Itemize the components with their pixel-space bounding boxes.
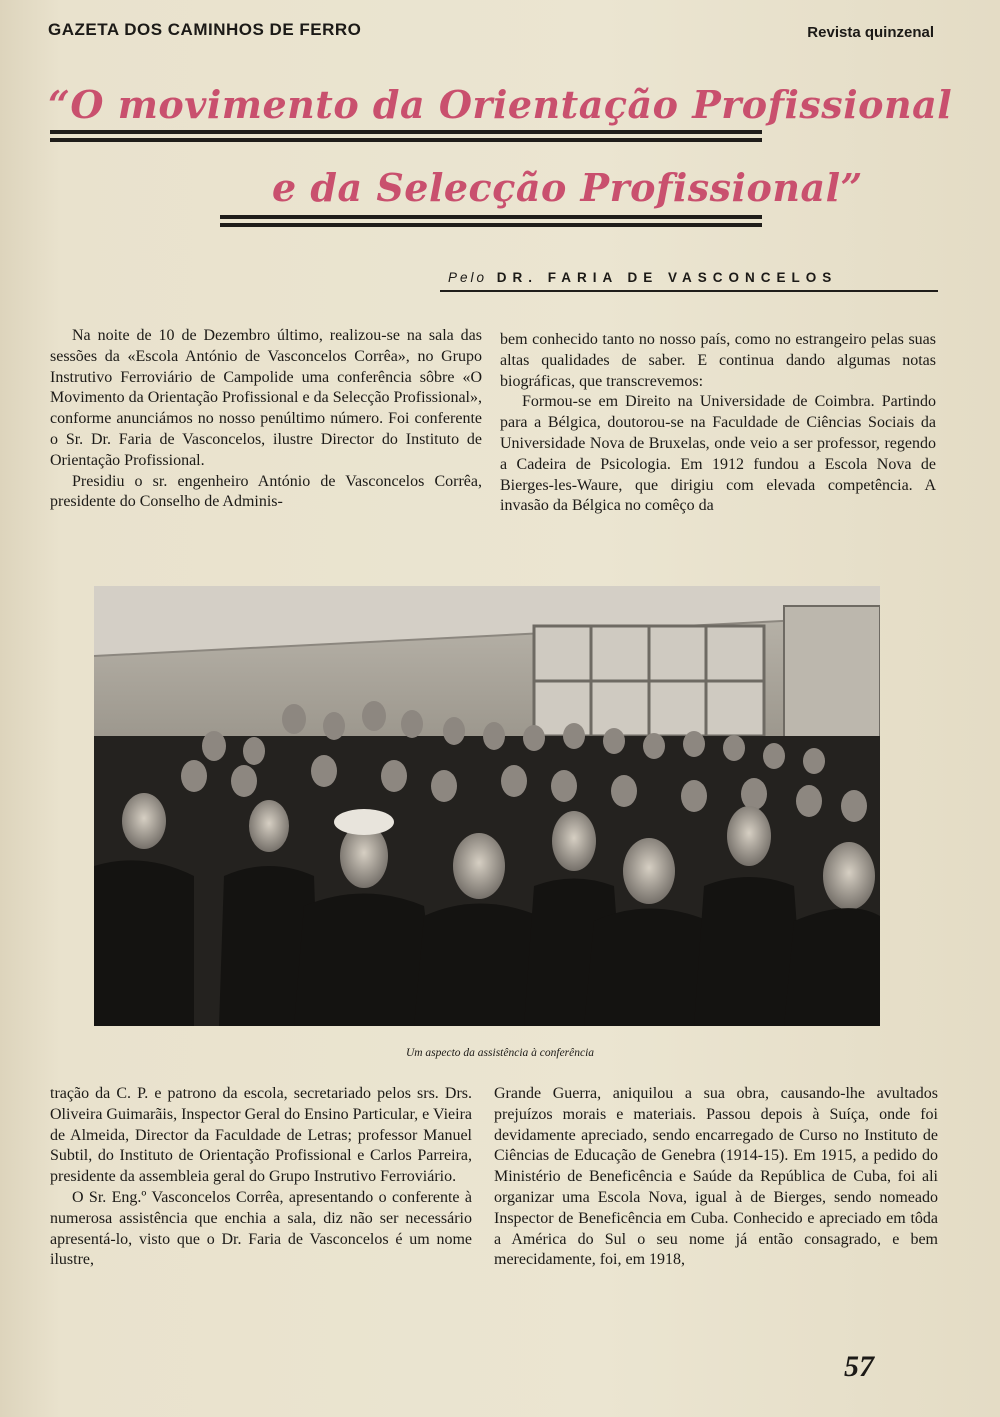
page-number: 57 <box>844 1350 874 1383</box>
column-4 <box>494 1084 938 1271</box>
photo-caption: Um aspecto da assistência à conferência <box>405 1047 595 1059</box>
column-2 <box>500 330 936 517</box>
title-rule-3 <box>220 215 762 219</box>
journal-name: GAZETA DOS CAMINHOS DE FERRO <box>48 20 362 39</box>
title-rule-1 <box>50 130 762 134</box>
article-title-line-2: e da Selecção Profissional” <box>272 165 863 210</box>
byline-prefix: Pelo <box>448 270 488 285</box>
paragraph: Grande Guerra, aniquilou a sua obra, causando-lhe avultados prejuízos morais e materiais. Passou depois à Suíça, onde foi devidamente apreciado, sendo encarregado de Curso no Instituto de Ciências de Educação de Genebra (1914-15). Em 1915, a pedido do Ministério de Beneficência e Saúde da República de Cuba, foi ali organizar uma Escola Nova, igual à de Bierges, sendo nomeado Inspector de Beneficência em Cuba. Conhecido e apreciado em tôda a América do Sul o seu nome já então consagrado, e bem merecidamente, foi, em 1918, <box>494 1085 938 1269</box>
title-rule-2 <box>50 138 762 142</box>
title-rule-4 <box>220 223 762 227</box>
paragraph: bem conhecido tanto no nosso país, como no estrangeiro pelas suas altas qualidades de saber. E continua dando algumas notas biográficas, que transcrevemos: <box>500 331 936 390</box>
paragraph: tração da C. P. e patrono da escola, secretariado pelos srs. Drs. Oliveira Guimarãis, Inspector Geral do Ensino Particular, e Vieira de Almeida, Director da Faculdade de Letras; professor Manuel Subtil, do Instituto de Orientação Profissional e Carlos Parreira, presidente da assembleia geral do Grupo Instrutivo Ferroviário. <box>50 1085 472 1186</box>
paragraph: Na noite de 10 de Dezembro último, realizou-se na sala das sessões da «Escola António de Vasconcelos Corrêa», no Grupo Instrutivo Ferroviário de Campolide uma conferência sôbre «O Movimento da Orientação Profissional e da Selecção Profissional», conforme anunciámos no nosso penúltimo número. Foi conferente o Sr. Dr. Faria de Vasconcelos, ilustre Director do Instituto de Orientação Profissional. <box>50 327 482 469</box>
audience-photo <box>94 586 880 1026</box>
byline-author: DR. FARIA DE VASCONCELOS <box>496 270 838 285</box>
column-1 <box>50 326 482 513</box>
paragraph: Formou-se em Direito na Universidade de Coimbra. Partindo para a Bélgica, doutorou-se na Faculdade de Ciências Sociais da Universidade Nova de Bruxelas, onde veio a ser professor, regendo a Cadeira de Psicologia. Em 1912 fundou a Escola Nova de Bierges-les-Waure, que dirigiu com elevada competência. A invasão da Bélgica no comêço da <box>500 393 936 515</box>
byline-rule <box>440 290 938 292</box>
paragraph: Presidiu o sr. engenheiro António de Vasconcelos Corrêa, presidente do Conselho de Adminis- <box>50 472 482 511</box>
paragraph: O Sr. Eng.º Vasconcelos Corrêa, apresentando o conferente à numerosa assistência que enchia a sala, diz não ser necessário apresentá-lo, visto que o Dr. Faria de Vasconcelos é um nome ilustre, <box>50 1188 472 1269</box>
byline <box>448 270 837 285</box>
journal-section: Revista quinzenal <box>807 24 934 41</box>
column-3 <box>50 1084 472 1271</box>
article-title-line-1: “O movimento da Orientação Profissional <box>48 82 953 127</box>
